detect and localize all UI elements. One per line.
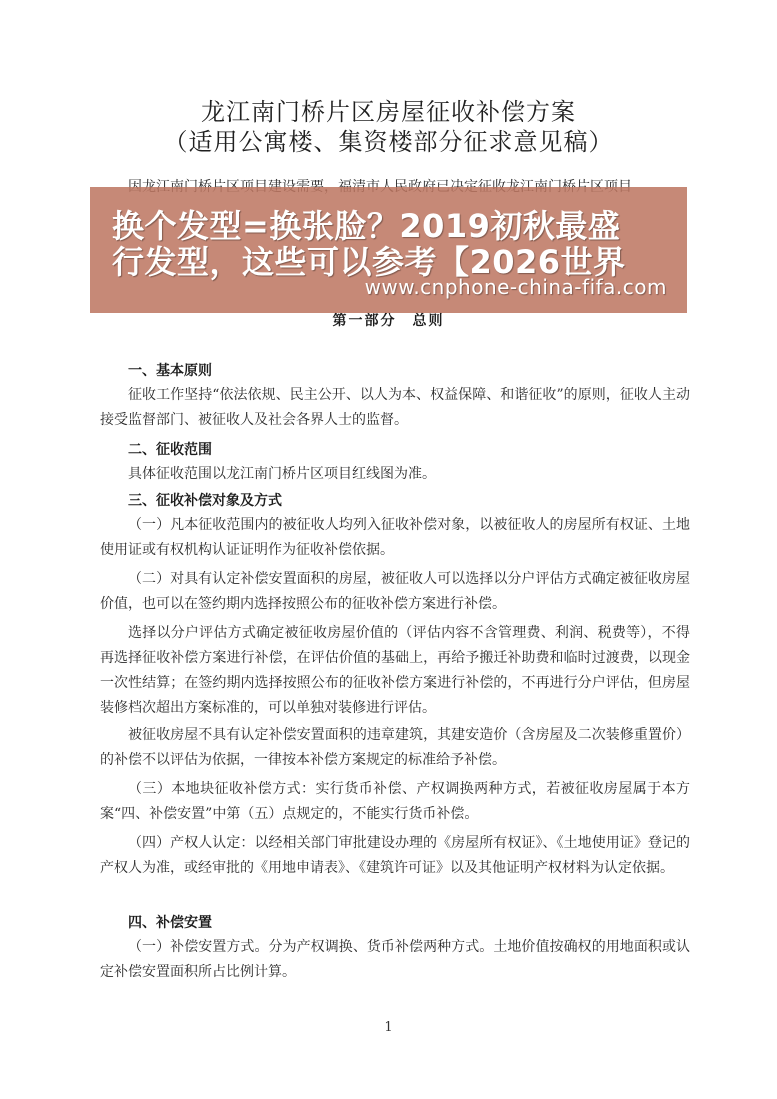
watermark-banner xyxy=(90,187,687,313)
paragraph-methods: （三）本地块征收补偿方式：实行货币补偿、产权调换两种方式，若被征收房屋属于本方案“四、补偿安置”中第（五）点规定的，不能实行货币补偿。 xyxy=(100,781,690,822)
paragraph-assessment: 选择以分户评估方式确定被征收房屋价值的（评估内容不含管理费、利润、税费等），不得再选择征收补偿方案进行补偿，在评估价值的基础上，再给予搬迁补助费和临时过渡费，以现金一次性结算；在签约期内选择按照公布的征收补偿方案进行补偿的，不再进行分户评估，但房屋装修档次超出方案标准的，可以单独对装修进行评估。 xyxy=(100,625,690,716)
document-title: 龙江南门桥片区房屋征收补偿方案 xyxy=(201,98,576,126)
paragraph-illegal-buildings: 被征收房屋不具有认定补偿安置面积的违章建筑，其建安造价（含房屋及二次装修重置价）的补偿不以评估为依据，一律按本补偿方案规定的标准给予补偿。 xyxy=(100,727,690,768)
paragraph-scope: 具体征收范围以龙江南门桥片区项目红线图为准。 xyxy=(128,466,436,482)
section-heading-4: 四、补偿安置 xyxy=(128,915,212,931)
part-title: 第一部分 总则 xyxy=(332,313,445,329)
paragraph-targets: （一）凡本征收范围内的被征收人均列入征收补偿对象，以被征收人的房屋所有权证、土地使用证或有权机构认证证明作为征收补偿依据。 xyxy=(100,517,690,558)
paragraph-ownership: （四）产权人认定：以经相关部门审批建设办理的《房屋所有权证》、《土地使用证》登记的产权人为准，或经审批的《用地申请表》、《建筑许可证》以及其他证明产权材料为认定依据。 xyxy=(100,835,690,876)
section-heading-2: 二、征收范围 xyxy=(128,442,212,458)
banner-text-line-2: 行发型，这些可以参考【2026世界 xyxy=(112,243,626,281)
page-number: 1 xyxy=(384,1020,393,1035)
section-heading-3: 三、征收补偿对象及方式 xyxy=(128,493,282,509)
paragraph-area: （二）对具有认定补偿安置面积的房屋，被征收人可以选择以分户评估方式确定被征收房屋价值，也可以在签约期内选择按照公布的征收补偿方案进行补偿。 xyxy=(100,571,690,612)
section-heading-1: 一、基本原则 xyxy=(128,363,212,379)
paragraph-principles: 征收工作坚持“依法依规、民主公开、以人为本、权益保障、和谐征收”的原则，征收人主动接受监督部门、被征收人及社会各界人士的监督。 xyxy=(100,387,690,428)
banner-url: www.cnphone-china-fifa.com xyxy=(364,275,667,299)
banner-text-line-1: 换个发型=换张脸？2019初秋最盛 xyxy=(112,207,621,245)
document-subtitle: （适用公寓楼、集资楼部分征求意见稿） xyxy=(163,128,614,156)
paragraph-compensation: （一）补偿安置方式。分为产权调换、货币补偿两种方式。土地价值按确权的用地面积或认定补偿安置面积所占比例计算。 xyxy=(100,939,690,980)
